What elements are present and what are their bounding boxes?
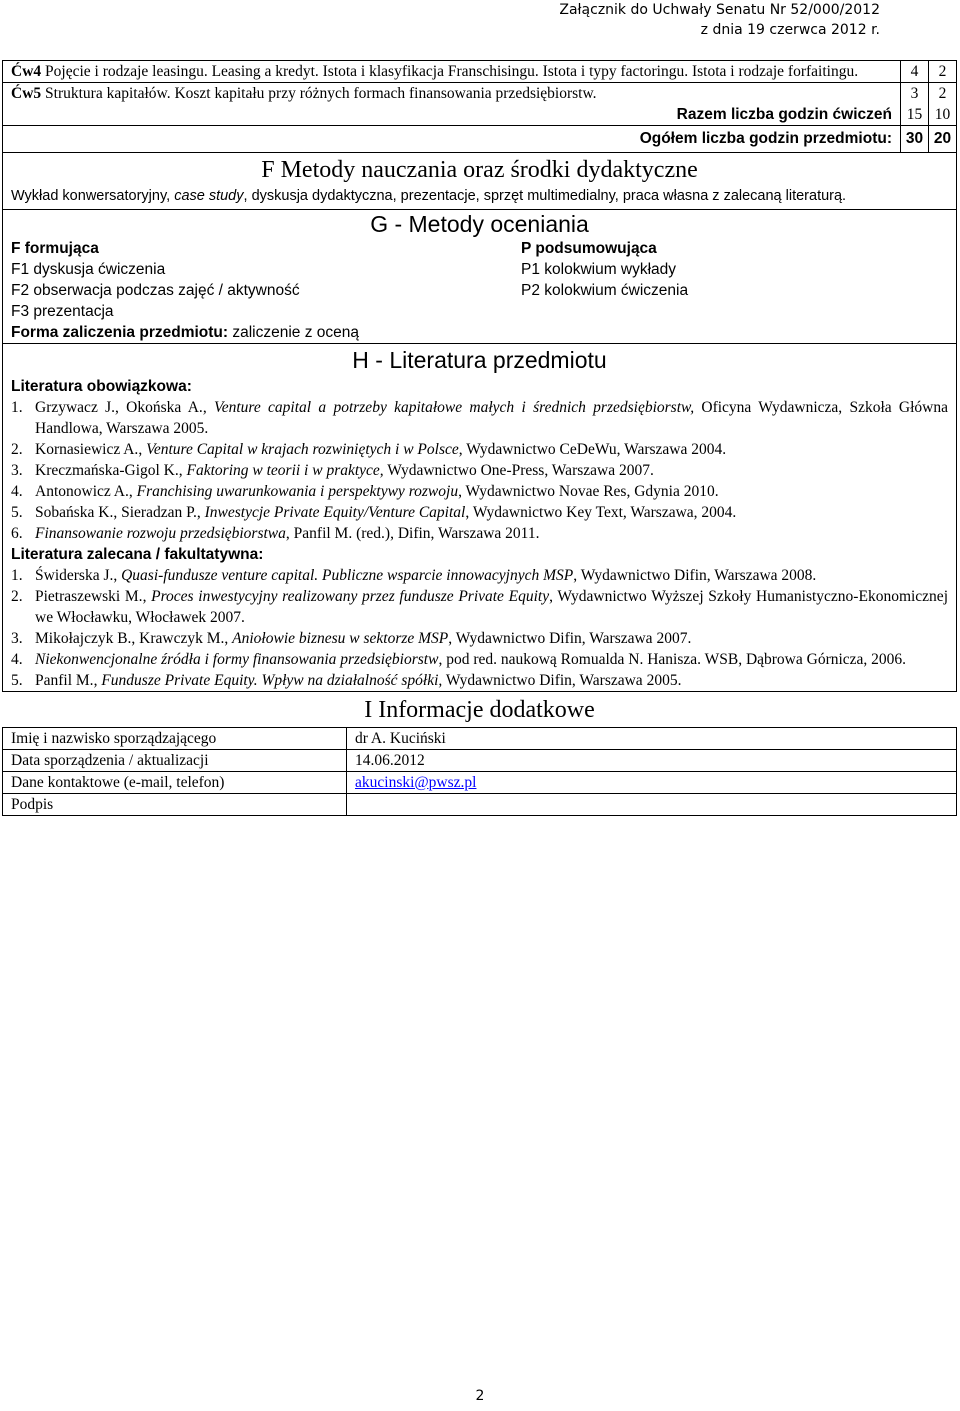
item-title: Venture capital a potrzeby kapitałowe małych i średnich przedsiębiorstw, bbox=[213, 399, 695, 416]
item-text: Antonowicz A., Franchising uwarunkowania i perspektywy rozwoju, Wydawnictwo Novae Res, Gdynia 2010. bbox=[35, 483, 719, 500]
literature-item bbox=[11, 439, 948, 460]
additional-info-table bbox=[2, 727, 957, 816]
class-topic: Pojęcie i rodzaje leasingu. Leasing a kredyt. Istota i klasyfikacja Franschisingu. Istota i typy factoringu. Istota i rodzaje forfaitingu. bbox=[45, 63, 859, 80]
class-row-cw5 bbox=[3, 83, 957, 126]
section-h-title: H - Literatura przedmiotu bbox=[352, 347, 607, 373]
recommended-literature-heading: Literatura zalecana / fakultatywna: bbox=[11, 546, 264, 563]
literature-item bbox=[11, 586, 948, 628]
hours-value: 2 bbox=[938, 85, 947, 102]
info-row bbox=[3, 772, 957, 794]
info-label: Data sporządzenia / aktualizacji bbox=[3, 750, 347, 772]
item-publisher: , Wydawnictwo Difin, Warszawa 2008. bbox=[573, 567, 817, 584]
item-publisher: , Wydawnictwo Novae Res, Gdynia 2010. bbox=[458, 483, 719, 500]
item-title: Venture Capital w krajach rozwiniętych i w Polsce bbox=[146, 441, 459, 458]
item-publisher: , Panfil M. (red.), Difin, Warszawa 2011. bbox=[285, 525, 540, 542]
item-publisher: , pod red. naukową Romualda N. Hanisza. WSB, Dąbrowa Górnicza, 2006. bbox=[438, 651, 907, 668]
formative-item: F1 dyskusja ćwiczenia bbox=[11, 261, 166, 278]
section-g bbox=[3, 210, 957, 344]
assessment-methods bbox=[11, 238, 948, 322]
item-publisher: Oficyna Wydawnicza, Szkoła Główna Handlowa, Warszawa 2005. bbox=[35, 399, 948, 437]
hours-cell: 20 bbox=[929, 126, 957, 153]
item-author: Mikołajczyk B., Krawczyk M. bbox=[35, 630, 225, 647]
item-publisher: , Wydawnictwo Key Text, Warszawa, 2004. bbox=[465, 504, 737, 521]
methods-text: , dyskusja dydaktyczna, prezentacje, sprzęt multimedialny, praca własna z zalecaną literaturą. bbox=[243, 188, 847, 204]
syllabus-table bbox=[2, 60, 957, 692]
overall-hours-row bbox=[3, 126, 957, 153]
hours-cell bbox=[929, 83, 957, 126]
item-number: 3. bbox=[11, 462, 23, 479]
literature-item bbox=[11, 502, 948, 523]
item-title: Proces inwestycyjny realizowany przez fundusze Private Equity bbox=[151, 588, 550, 605]
summative-item: P2 kolokwium ćwiczenia bbox=[521, 282, 689, 299]
item-title: Inwestycje Private Equity/Venture Capital bbox=[204, 504, 466, 521]
item-author: Sobańska K., Sieradzan P. bbox=[35, 504, 197, 521]
class-row-cw4 bbox=[3, 61, 957, 83]
literature-item bbox=[11, 523, 948, 544]
header-date-line: z dnia 19 czerwca 2012 r. bbox=[700, 22, 880, 38]
hours-cell: 30 bbox=[901, 126, 929, 153]
item-title: Faktoring w teorii i w praktyce, bbox=[186, 462, 384, 479]
summative-item: P1 kolokwium wykłady bbox=[521, 261, 677, 278]
document-body bbox=[2, 60, 957, 816]
item-text: Panfil M., Fundusze Private Equity. Wpływ na działalność spółki, Wydawnictwo Difin, Warszawa 2005. bbox=[35, 672, 682, 689]
summative-column bbox=[521, 238, 948, 322]
item-number: 1. bbox=[11, 567, 23, 584]
recommended-literature-list bbox=[11, 565, 948, 691]
header-attachment-line: Załącznik do Uchwały Senatu Nr 52/000/2012 bbox=[559, 2, 880, 18]
hours-cell: 2 bbox=[929, 61, 957, 83]
section-f-text bbox=[11, 185, 948, 207]
item-text bbox=[35, 523, 948, 544]
item-number: 5. bbox=[11, 504, 23, 521]
literature-item bbox=[11, 628, 948, 649]
item-title: Niekonwencjonalne źródła i formy finansowania przedsiębiorstw bbox=[35, 651, 439, 668]
item-title: Quasi-fundusze venture capital. Publiczne wsparcie innowacyjnych MSP bbox=[121, 567, 574, 584]
formative-column bbox=[11, 238, 521, 322]
info-row bbox=[3, 728, 957, 750]
item-text: Świderska J., Quasi-fundusze venture capital. Publiczne wsparcie innowacyjnych MSP, Wydawnictwo Difin, Warszawa 2008. bbox=[35, 567, 817, 584]
info-row bbox=[3, 794, 957, 816]
item-publisher: , Wydawnictwo Difin, Warszawa 2007. bbox=[448, 630, 692, 647]
overall-hours-label: Ogółem liczba godzin przedmiotu: bbox=[3, 126, 901, 153]
item-text bbox=[35, 649, 948, 670]
item-title: Fundusze Private Equity. Wpływ na działalność spółki, bbox=[101, 672, 443, 689]
class-topic: Struktura kapitałów. Koszt kapitału przy różnych formach finansowania przedsiębiorstw. bbox=[45, 85, 597, 102]
item-text: Kreczmańska-Gigol K., Faktoring w teorii i w praktyce, Wydawnictwo One-Press, Warszawa 2007. bbox=[35, 462, 654, 479]
class-cw4-desc bbox=[3, 61, 901, 83]
item-text: Mikołajczyk B., Krawczyk M., Aniołowie biznesu w sektorze MSP, Wydawnictwo Difin, Warszawa 2007. bbox=[35, 630, 692, 647]
item-text: Grzywacz J., Okońska A., Venture capital a potrzeby kapitałowe małych i średnich przedsiębiorstw, Oficyna Wydawnicza, Szkoła Główna Handlowa, Warszawa 2005. bbox=[35, 399, 948, 437]
item-author: Antonowicz A. bbox=[35, 483, 129, 500]
info-value bbox=[347, 772, 957, 794]
item-number: 2. bbox=[11, 588, 23, 605]
info-label: Podpis bbox=[3, 794, 347, 816]
section-i-title: I Informacje dodatkowe bbox=[364, 697, 595, 723]
item-text: Pietraszewski M., Proces inwestycyjny realizowany przez fundusze Private Equity, Wydawnictwo Wyższej Szkoły Humanistyczno-Ekonomicznej we Włocławku, Włocławek 2007. bbox=[35, 588, 948, 626]
form-of-credit-value: zaliczenie z oceną bbox=[228, 324, 360, 341]
item-number: 5. bbox=[11, 672, 23, 689]
section-f bbox=[3, 153, 957, 210]
item-author: Świderska J. bbox=[35, 567, 114, 584]
item-publisher: Wydawnictwo One-Press, Warszawa 2007. bbox=[383, 462, 654, 479]
hours-total-value: 10 bbox=[934, 106, 951, 123]
item-title: Franchising uwarunkowania i perspektywy rozwoju bbox=[136, 483, 459, 500]
info-value: dr A. Kuciński bbox=[347, 728, 957, 750]
section-f-title: F Metody nauczania oraz środki dydaktyczne bbox=[261, 157, 698, 183]
item-publisher: , Wydawnictwo Wyższej Szkoły Humanistyczno-Ekonomicznej we Włocławku, Włocławek 2007. bbox=[35, 588, 948, 626]
literature-item bbox=[11, 397, 948, 439]
item-number: 4. bbox=[11, 483, 23, 500]
item-title: Finansowanie rozwoju przedsiębiorstwa bbox=[35, 525, 286, 542]
item-number: 6. bbox=[11, 525, 23, 542]
section-f-cell bbox=[3, 153, 957, 210]
info-label: Dane kontaktowe (e-mail, telefon) bbox=[3, 772, 347, 794]
email-link[interactable]: akucinski@pwsz.pl bbox=[355, 774, 477, 791]
item-publisher: Wydawnictwo Difin, Warszawa 2005. bbox=[442, 672, 682, 689]
item-number: 2. bbox=[11, 441, 23, 458]
methods-text-italic: case study bbox=[174, 188, 244, 204]
literature-item bbox=[11, 649, 948, 670]
hours-value: 3 bbox=[910, 85, 919, 102]
hours-total-value: 15 bbox=[906, 106, 923, 123]
literature-item bbox=[11, 481, 948, 502]
form-of-credit bbox=[11, 322, 948, 343]
class-cw5-desc bbox=[3, 83, 901, 126]
total-exercise-hours-label: Razem liczba godzin ćwiczeń bbox=[676, 106, 892, 123]
item-text: Kornasiewicz A., Venture Capital w krajach rozwiniętych i w Polsce, Wydawnictwo CeDeWu, Warszawa 2004. bbox=[35, 441, 727, 458]
item-title: Aniołowie biznesu w sektorze MSP bbox=[232, 630, 449, 647]
form-of-credit-label: Forma zaliczenia przedmiotu: bbox=[11, 324, 229, 341]
hours-cell: 4 bbox=[901, 61, 929, 83]
section-h-cell bbox=[3, 344, 957, 692]
hours-cell bbox=[901, 83, 929, 126]
methods-text: Wykład konwersatoryjny, bbox=[11, 188, 175, 204]
literature-item bbox=[11, 670, 948, 691]
section-g-title: G - Metody oceniania bbox=[370, 211, 589, 237]
item-text: Sobańska K., Sieradzan P., Inwestycje Private Equity/Venture Capital, Wydawnictwo Key Text, Warszawa, 2004. bbox=[35, 504, 737, 521]
info-value: 14.06.2012 bbox=[347, 750, 957, 772]
info-label: Imię i nazwisko sporządzającego bbox=[3, 728, 347, 750]
signature-field bbox=[347, 794, 957, 816]
class-code: Ćw4 bbox=[11, 63, 42, 80]
literature-item bbox=[11, 565, 948, 586]
summative-heading: P podsumowująca bbox=[521, 240, 657, 257]
literature-item bbox=[11, 460, 948, 481]
item-author: Kornasiewicz A. bbox=[35, 441, 139, 458]
document-header bbox=[559, 0, 880, 40]
item-author: Pietraszewski M. bbox=[35, 588, 143, 605]
item-number: 3. bbox=[11, 630, 23, 647]
item-author: Kreczmańska-Gigol K. bbox=[35, 462, 179, 479]
formative-heading: F formująca bbox=[11, 240, 99, 257]
formative-item: F2 obserwacja podczas zajęć / aktywność bbox=[11, 282, 300, 299]
item-number: 1. bbox=[11, 399, 23, 416]
required-literature-list bbox=[11, 397, 948, 544]
item-number: 4. bbox=[11, 651, 23, 668]
info-row bbox=[3, 750, 957, 772]
formative-item: F3 prezentacja bbox=[11, 303, 114, 320]
item-author: Panfil M. bbox=[35, 672, 94, 689]
section-g-cell bbox=[3, 210, 957, 344]
page-number: 2 bbox=[475, 1388, 485, 1404]
class-code: Ćw5 bbox=[11, 85, 42, 102]
required-literature-heading: Literatura obowiązkowa: bbox=[11, 378, 192, 395]
item-publisher: , Wydawnictwo CeDeWu, Warszawa 2004. bbox=[458, 441, 727, 458]
section-h bbox=[3, 344, 957, 692]
item-author: Grzywacz J., Okońska A. bbox=[35, 399, 203, 416]
